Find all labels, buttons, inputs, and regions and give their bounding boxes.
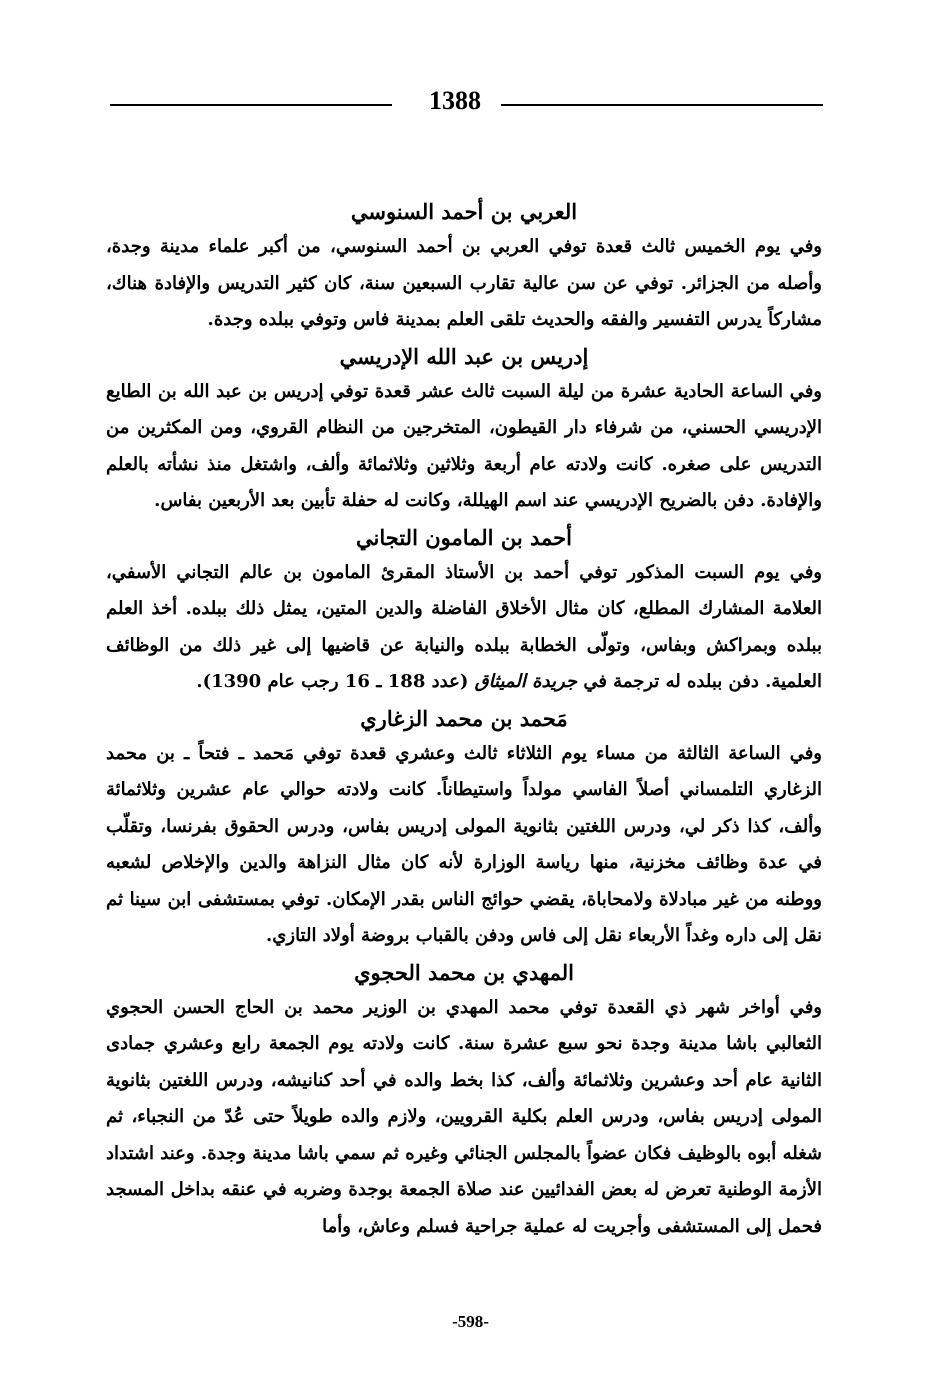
entry-paragraph xyxy=(106,555,822,701)
source-title: جريدة الميثاق xyxy=(474,671,578,692)
entry-mahdi-hajwi xyxy=(106,956,822,1246)
entry-paragraph: وفي الساعة الثالثة من مساء يوم الثلاثاء ثالث وعشري قعدة توفي مَحمد ـ فتحاً ـ بن محمد الزغاري التلمساني أصلاً الفاسي مولداً واستيطاناً. كانت ولادته حوالي عام عشرين وثلاثمائة وألف، كذا ذكر لي، ودرس اللغتين بثانوية المولى إدريس بفاس، ودرس الحقوق بفرنسا، وتقلّب في عدة وظائف مخزنية، منها رياسة الوزارة لأنه كان مثال النزاهة والدين والإخلاص لشعبه ووطنه من غير مبادلاة ولامحاباة، يقضي حوائج الناس بقدر الإمكان. توفي بمستشفى ابن سينا ثم نقل إلى داره وغداً الأربعاء نقل إلى فاس ودفن بالقباب بروضة أولاد التازي. xyxy=(106,742,822,946)
entry-title: مَحمد بن محمد الزغاري xyxy=(360,705,568,731)
header-rule-right xyxy=(501,104,823,106)
page-number: 1388 xyxy=(429,86,481,115)
entry-paragraph: وفي يوم الخميس ثالث قعدة توفي العربي بن أحمد السنوسي، من أكبر علماء مدينة وجدة، وأصله من الجزائر. توفي عن سن عالية تقارب السبعين سنة، كان كثير التدريس والإفادة هناك، مشاركاً يدرس التفسير والفقه والحديث تلقى العلم بمدينة فاس وتوفي ببلده وجدة. xyxy=(106,236,822,330)
entry-title: المهدي بن محمد الحجوي xyxy=(354,959,574,985)
entry-paragraph: وفي الساعة الحادية عشرة من ليلة السبت ثالث عشر قعدة توفي إدريس بن عبد الله بن الطايع الإدريسي الحسني، من شرفاء دار القيطون، المتخرجين من النظام القروي، ومن المكثرين من التدريس على صغره. كانت ولادته عام أربعة وثلاثين وثلاثمائة وألف، واشتغل منذ نشأته بالعلم والإفادة. دفن بالضريح الإدريسي عند اسم الهيللة، وكانت له حفلة تأبين بعد الأربعين بفاس. xyxy=(106,380,822,511)
entry-paragraph: وفي أواخر شهر ذي القعدة توفي محمد المهدي بن الوزير محمد بن الحاج الحسن الحجوي الثعالبي باشا مدينة وجدة نحو سبع عشرة سنة. كانت ولادته يوم الجمعة رابع وعشري جمادى الثانية عام أحد وعشرين وثلاثمائة وألف، كذا بخط والده في أحد كنانيشه، ودرس اللغتين بثانوية المولى إدريس بفاس، ودرس العلم بكلية القرويين، ولازم والده طويلاً حتى عُدّ من النجباء، ثم شغله أبوه بالوظيف فكان عضواً بالمجلس الجنائي وغيره ثم سمي باشا مدينة وجدة. وعند اشتداد الأزمة الوطنية تعرض له بعض الفدائيين عند صلاة الجمعة بوجدة وضربه في عنقه بداخل المسجد فحمل إلى المستشفى وأجريت له عملية جراحية فسلم وعاش، وأما xyxy=(106,996,822,1237)
source-citation: (عدد 188 ـ 16 رجب عام 1390). xyxy=(196,671,475,692)
entry-title: العربي بن أحمد السنوسي xyxy=(350,199,578,224)
page-header xyxy=(110,82,823,122)
entry-paragraph-body: وفي يوم السبت المذكور توفي أحمد بن الأستاذ المقرئ المامون بن عالم التجاني الأسفي، العلامة المشارك المطلع، كان مثال الأخلاق الفاضلة والدين المتين، يمثل ذلك ببلده. أخذ العلم ببلده وبمراكش وبفاس، وتولّى الخطابة ببلده والنيابة عن قاضيها إلى غير ذلك من الوظائف العلمية. دفن ببلده له ترجمة في xyxy=(106,561,822,692)
entry-title: إدريس بن عبد الله الإدريسي xyxy=(339,343,589,369)
page-content xyxy=(106,195,822,1246)
entry-mohammed-zaghari xyxy=(106,702,822,955)
entry-idris-idrisi xyxy=(106,340,822,520)
entry-al-arabi-sanusi xyxy=(106,195,822,339)
entry-title: أحمد بن المامون التجاني xyxy=(356,524,572,550)
header-rule-left xyxy=(110,104,392,106)
page-footer-number: -598- xyxy=(452,1312,489,1331)
entry-ahmad-tijani xyxy=(106,521,822,701)
